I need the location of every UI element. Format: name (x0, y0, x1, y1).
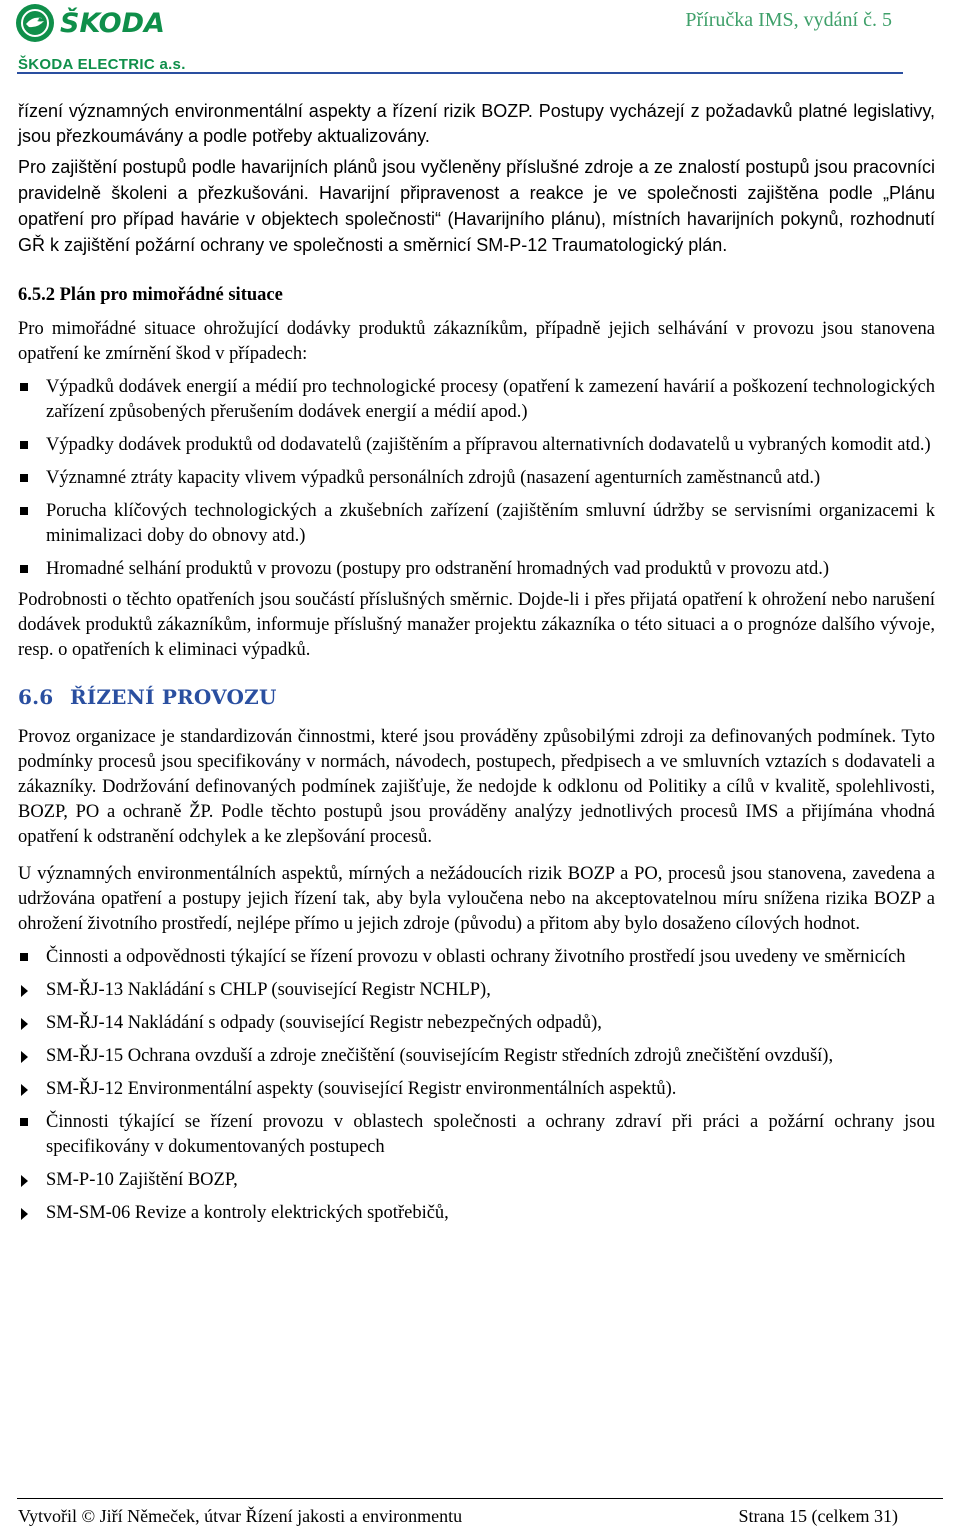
page-header (0, 0, 960, 80)
paragraph: Provoz organizace je standardizován činnostmi, které jsou prováděny způsobilými zdroji za definovaných podmínek. Tyto podmínky procesů jsou specifikovány v normách, návodech, postupech, předpisech a ve smluvních vztazích s dodavateli a zákazníky. Dodržování definovaných podmínek zajišťuje, že nedojde k odklonu od Politiky a cílů v kvalitě, spolehlivosti, BOZP, PO a ochraně ŽP. Podle těchto postupů jsou prováděny analýzy jednotlivých procesů IMS a přijímána vhodná opatření k odstranění odchylek a ke zlepšování procesů. (18, 727, 935, 847)
bullet-list (18, 375, 935, 582)
list-item: SM-ŘJ-15 Ochrana ovzduší a zdroje znečištění (souvisejícím Registr středních zdrojů znečištění ovzduší), (18, 1044, 935, 1069)
section-title: ŘÍZENÍ PROVOZU (70, 685, 277, 709)
footer-author: Vytvořil © Jiří Němeček, útvar Řízení jakosti a environmentu (18, 1506, 463, 1526)
list-item: Výpadky dodávek produktů od dodavatelů (zajištěním a přípravou alternativních dodavatelů u vybraných komodit atd.) (18, 433, 935, 458)
section-heading-6-6 (18, 685, 935, 710)
footer-page-number: Strana 15 (celkem 31) (738, 1506, 898, 1526)
company-name: ŠKODA ELECTRIC a.s. (18, 56, 186, 73)
list-item: SM-ŘJ-12 Environmentální aspekty (související Registr environmentálních aspektů). (18, 1077, 935, 1102)
list-item: SM-SM-06 Revize a kontroly elektrických spotřebičů, (18, 1201, 935, 1226)
header-divider (17, 72, 903, 74)
list-item: Výpadků dodávek energií a médií pro technologické procesy (opatření k zamezení havárií a poškození technologických zařízení způsobených přerušením dodávek energií a médií apod.) (18, 375, 935, 425)
list-item: Činnosti týkající se řízení provozu v oblastech společnosti a ochrany zdraví při práci a požární ochrany jsou specifikovány v dokumentovaných postupech (18, 1110, 935, 1160)
footer-divider (17, 1498, 943, 1499)
document-title: Příručka IMS, vydání č. 5 (685, 9, 892, 31)
paragraph: řízení významných environmentální aspekty a řízení rizik BOZP. Postupy vycházejí z požadavků platné legislativy, jsou přezkoumávány a podle potřeby aktualizovány. (18, 101, 935, 146)
paragraph-part-sans: Pro zajištění postupů podle havarijních plánů jsou vyčleněny příslušné zdroje a ze znalostí postupů jsou pracovníci pravidelně školeni a přezkušováni. (18, 157, 935, 203)
list-item: SM-ŘJ-13 Nakládání s CHLP (související Registr NCHLP), (18, 978, 935, 1003)
list-item: Činnosti a odpovědnosti týkající se řízení provozu v oblasti ochrany životního prostředí jsou uvedeny ve směrnicích (18, 945, 935, 970)
list-item: Hromadné selhání produktů v provozu (postupy pro odstranění hromadných vad produktů v provozu atd.) (18, 557, 935, 582)
section-number: 6.6 (18, 685, 54, 709)
paragraph: Podrobnosti o těchto opatřeních jsou součástí příslušných směrnic. Dojde-li i přes přijatá opatření k ohrožení nebo narušení dodávek produktů zákazníkům, informuje příslušný manažer projektu zákazníka o této situaci a o prognóze dalšího vývoje, resp. o opatřeních k eliminaci výpadků. (18, 590, 935, 660)
paragraph: Pro mimořádné situace ohrožující dodávky produktů zákazníkům, případně jejich selhávání v provozu jsou stanovena opatření ke zmírnění škod v případech: (18, 319, 935, 364)
page-content (18, 99, 935, 1226)
paragraph-part: Havarijní připravenost a reakce je ve společnosti zajištěna podle „Plánu opatření pro případ havárie v objektech společnosti“ (Havarijního plánu), místních havarijních pokynů, rozhodnutí GŘ k zajištění požární ochrany ve společnosti a směrnicí SM-P-12 Traumatologický plán. (18, 183, 935, 255)
list-item: SM-ŘJ-14 Nakládání s odpady (související Registr nebezpečných odpadů), (18, 1011, 935, 1036)
bullet-list (18, 945, 935, 1226)
skoda-winged-arrow-icon (16, 4, 54, 42)
paragraph (18, 155, 935, 259)
section-heading-6-5-2: 6.5.2 Plán pro mimořádné situace (18, 285, 283, 305)
paragraph: U významných environmentálních aspektů, mírných a nežádoucích rizik BOZP a PO, procesů jsou stanovena, zavedena a udržována opatření a postupy jejich řízení tak, aby byla vyloučena nebo na akceptovatelnou míru snížena rizika BOZP a ohrožení životního prostředí, nejlépe přímo u jejich zdroje (původu) a přitom aby bylo dosaženo cílových hodnot. (18, 864, 935, 934)
list-item: Významné ztráty kapacity vlivem výpadků personálních zdrojů (nasazení agenturních zaměstnanců atd.) (18, 466, 935, 491)
list-item: Porucha klíčových technologických a zkušebních zařízení (zajištěním smluvní údržby se servisními organizacemi k minimalizaci doby do obnovy atd.) (18, 499, 935, 549)
brand-wordmark: ŠKODA (60, 7, 165, 39)
skoda-logo (16, 4, 165, 42)
list-item: SM-P-10 Zajištění BOZP, (18, 1168, 935, 1193)
